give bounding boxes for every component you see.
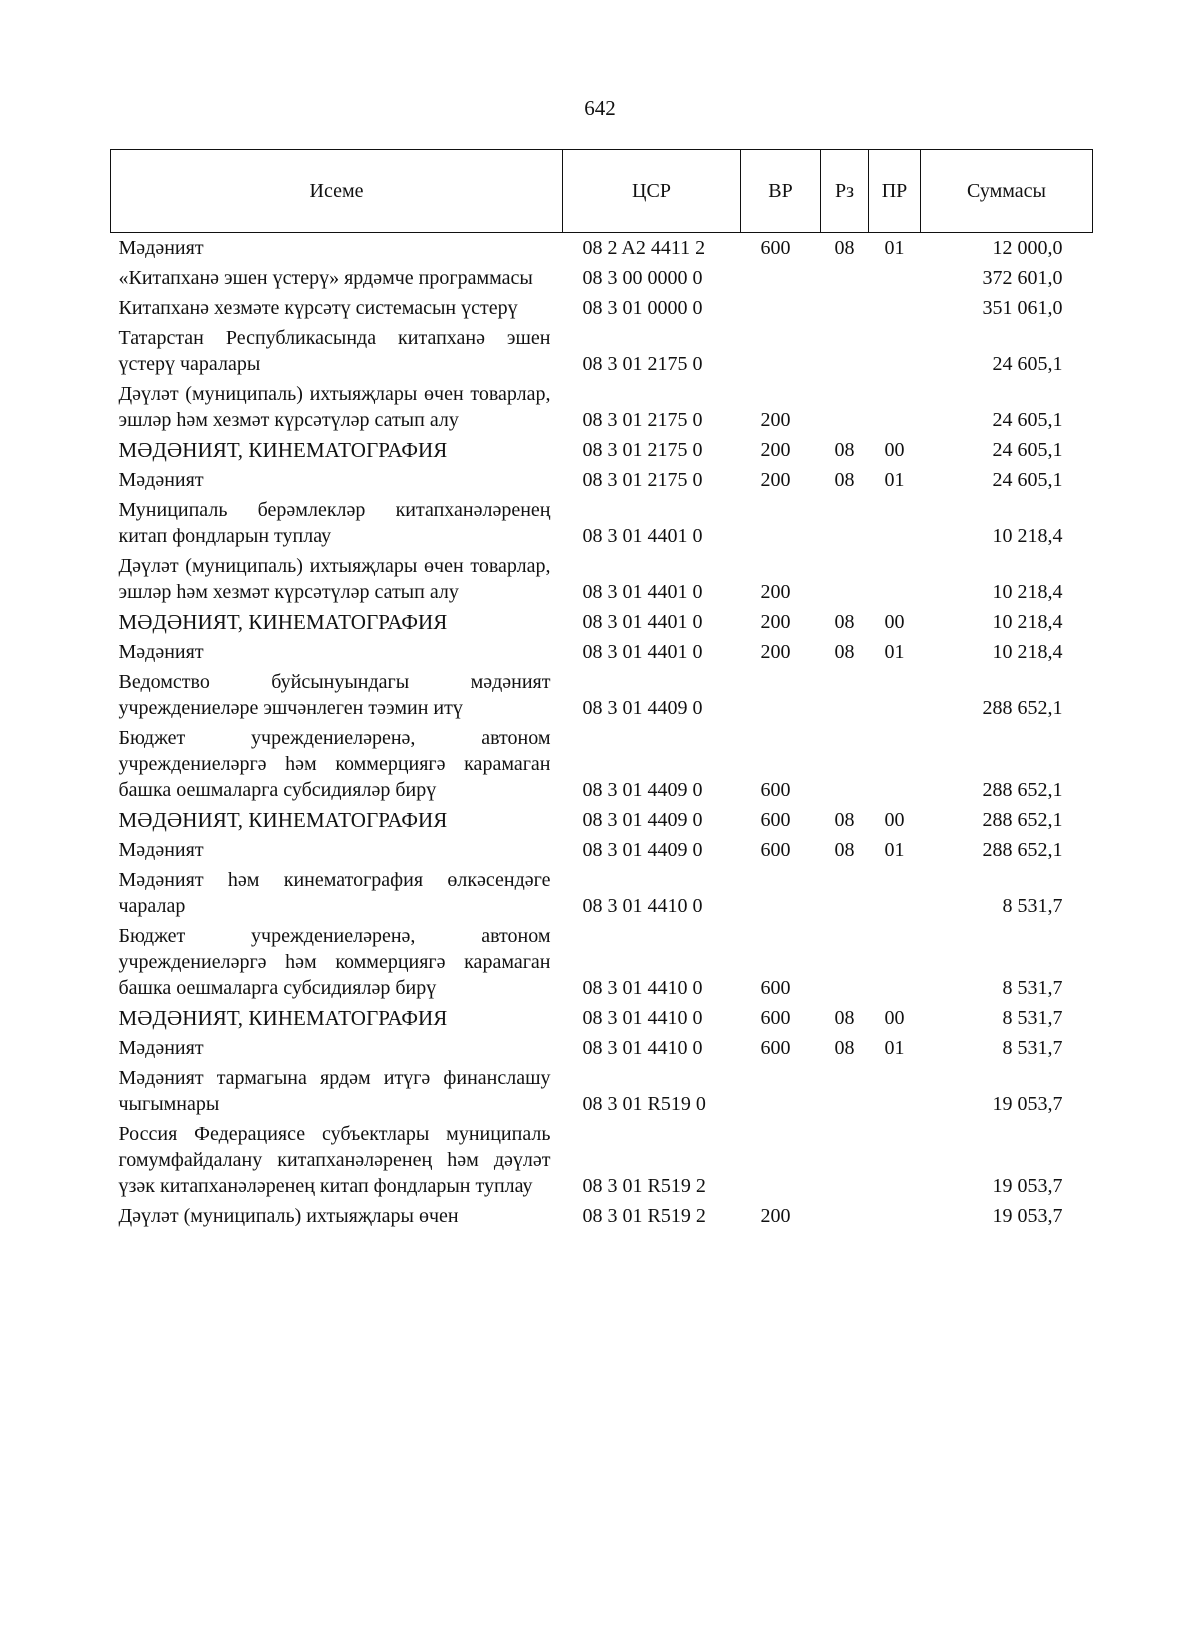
- cell-vr: 600: [760, 1007, 791, 1029]
- cell-csr: 08 3 00 0000 0: [582, 267, 703, 289]
- table-row: [111, 233, 1093, 264]
- cell-name: Мәдәният: [118, 469, 204, 491]
- cell-rz: [821, 1063, 869, 1119]
- cell-name: МӘДӘНИЯТ, КИНЕМАТОГРАФИЯ: [118, 438, 448, 462]
- cell-name: Мәдәният: [118, 839, 204, 861]
- cell-rz: [821, 293, 869, 323]
- cell-pr: 01: [884, 237, 905, 259]
- header-pr: ПР: [869, 150, 921, 233]
- cell-vr: [741, 495, 821, 551]
- cell-rz: [821, 667, 869, 723]
- cell-sum: 10 218,4: [992, 641, 1063, 663]
- cell-csr: 08 3 01 4409 0: [582, 697, 703, 719]
- table-header: [111, 150, 1093, 233]
- table-row: [111, 293, 1093, 323]
- cell-pr: [869, 667, 921, 723]
- cell-sum: 10 218,4: [992, 525, 1063, 547]
- cell-rz: [821, 379, 869, 435]
- table-row: [111, 805, 1093, 835]
- cell-rz: [821, 1201, 869, 1231]
- cell-sum: 24 605,1: [992, 439, 1063, 461]
- cell-name: МӘДӘНИЯТ, КИНЕМАТОГРАФИЯ: [118, 808, 448, 832]
- header-name: Исеме: [111, 150, 563, 233]
- cell-vr: 600: [760, 809, 791, 831]
- cell-csr: 08 3 01 R519 0: [582, 1093, 706, 1115]
- cell-rz: 08: [834, 809, 855, 831]
- cell-vr: 200: [760, 581, 791, 603]
- cell-pr: 01: [884, 641, 905, 663]
- cell-pr: [869, 263, 921, 293]
- cell-csr: 08 3 01 4401 0: [582, 581, 703, 603]
- cell-rz: 08: [834, 611, 855, 633]
- cell-pr: [869, 1063, 921, 1119]
- cell-vr: 200: [760, 409, 791, 431]
- table-body: [111, 233, 1093, 1232]
- header-vr: ВР: [741, 150, 821, 233]
- cell-sum: 351 061,0: [982, 297, 1063, 319]
- cell-sum: 24 605,1: [992, 353, 1063, 375]
- cell-csr: 08 3 01 4410 0: [582, 1037, 703, 1059]
- cell-rz: 08: [834, 237, 855, 259]
- cell-rz: [821, 1119, 869, 1201]
- cell-sum: 10 218,4: [992, 611, 1063, 633]
- cell-csr: 08 3 01 2175 0: [582, 353, 703, 375]
- cell-vr: 200: [760, 439, 791, 461]
- cell-sum: 288 652,1: [982, 779, 1063, 801]
- cell-name: Ведомство буйсынуындагы мәдәният учреждениеләре эшчәнлеген тәэмин итү: [118, 671, 551, 719]
- cell-rz: 08: [834, 1007, 855, 1029]
- cell-vr: [741, 667, 821, 723]
- cell-vr: 600: [760, 1037, 791, 1059]
- cell-name: Дәүләт (муниципаль) ихтыяҗлары өчен: [118, 1205, 459, 1227]
- cell-csr: 08 3 01 4410 0: [582, 895, 703, 917]
- cell-name: «Китапханә эшен үстерү» ярдәмче программасы: [118, 267, 533, 289]
- table-row: [111, 551, 1093, 607]
- table-row: [111, 1201, 1093, 1231]
- budget-table: [110, 149, 1093, 1231]
- cell-vr: 600: [760, 237, 791, 259]
- cell-rz: 08: [834, 641, 855, 663]
- cell-rz: [821, 263, 869, 293]
- cell-sum: 8 531,7: [1002, 977, 1063, 999]
- cell-csr: 08 3 01 2175 0: [582, 469, 703, 491]
- cell-csr: 08 3 01 4401 0: [582, 641, 703, 663]
- cell-pr: [869, 495, 921, 551]
- cell-pr: 00: [884, 439, 905, 461]
- cell-name: Мәдәният: [118, 1037, 204, 1059]
- table-row: [111, 1119, 1093, 1201]
- cell-pr: 01: [884, 469, 905, 491]
- cell-vr: [741, 865, 821, 921]
- cell-csr: 08 3 01 4409 0: [582, 839, 703, 861]
- header-rz: Рз: [821, 150, 869, 233]
- header-sum: Суммасы: [921, 150, 1093, 233]
- cell-csr: 08 3 01 2175 0: [582, 409, 703, 431]
- cell-csr: 08 3 01 0000 0: [582, 297, 703, 319]
- table-row: [111, 1033, 1093, 1063]
- cell-vr: 200: [760, 611, 791, 633]
- table-row: [111, 379, 1093, 435]
- cell-vr: [741, 293, 821, 323]
- cell-sum: 8 531,7: [1002, 1007, 1063, 1029]
- cell-name: МӘДӘНИЯТ, КИНЕМАТОГРАФИЯ: [118, 1006, 448, 1030]
- header-csr: ЦСР: [563, 150, 741, 233]
- cell-name: Татарстан Республикасында китапханә эшен үстерү чаралары: [118, 327, 551, 375]
- cell-vr: [741, 323, 821, 379]
- cell-csr: 08 3 01 2175 0: [582, 439, 703, 461]
- cell-name: Дәүләт (муниципаль) ихтыяҗлары өчен товарлар, эшләр һәм хезмәт күрсәтүләр сатып алу: [118, 555, 551, 603]
- cell-vr: 200: [760, 1205, 791, 1227]
- cell-csr: 08 3 01 4401 0: [582, 525, 703, 547]
- cell-name: Мәдәният һәм кинематография өлкәсендәге чаралар: [118, 869, 551, 917]
- cell-rz: 08: [834, 439, 855, 461]
- cell-sum: 288 652,1: [982, 839, 1063, 861]
- table-row: [111, 607, 1093, 637]
- table-row: [111, 465, 1093, 495]
- cell-pr: [869, 1119, 921, 1201]
- cell-csr: 08 3 01 4409 0: [582, 809, 703, 831]
- cell-sum: 10 218,4: [992, 581, 1063, 603]
- cell-sum: 24 605,1: [992, 409, 1063, 431]
- cell-pr: [869, 293, 921, 323]
- table-row: [111, 435, 1093, 465]
- table-row: [111, 637, 1093, 667]
- cell-vr: [741, 263, 821, 293]
- cell-vr: 200: [760, 641, 791, 663]
- cell-name: Дәүләт (муниципаль) ихтыяҗлары өчен товарлар, эшләр һәм хезмәт күрсәтүләр сатып алу: [118, 383, 551, 431]
- table-row: [111, 1003, 1093, 1033]
- cell-sum: 19 053,7: [992, 1175, 1063, 1197]
- cell-sum: 12 000,0: [992, 237, 1063, 259]
- cell-rz: [821, 921, 869, 1003]
- cell-name: Мәдәният: [118, 641, 204, 663]
- cell-pr: [869, 551, 921, 607]
- cell-vr: 600: [760, 839, 791, 861]
- cell-name: Муниципаль берәмлекләр китапханәләренең китап фондларын туплау: [118, 499, 551, 547]
- cell-pr: [869, 723, 921, 805]
- cell-csr: 08 3 01 R519 2: [582, 1205, 706, 1227]
- cell-rz: [821, 865, 869, 921]
- cell-pr: [869, 323, 921, 379]
- table-row: [111, 323, 1093, 379]
- cell-sum: 19 053,7: [992, 1205, 1063, 1227]
- cell-pr: [869, 1201, 921, 1231]
- table-row: [111, 835, 1093, 865]
- cell-pr: 00: [884, 611, 905, 633]
- cell-csr: 08 3 01 R519 2: [582, 1175, 706, 1197]
- cell-rz: [821, 723, 869, 805]
- table-row: [111, 495, 1093, 551]
- table-row: [111, 921, 1093, 1003]
- cell-name: Бюджет учреждениеләренә, автоном учреждениеләргә һәм коммерциягә карамаган башка оешмаларга субсидияләр бирү: [118, 925, 551, 999]
- cell-name: Мәдәният тармагына ярдәм итүгә финанслашу чыгымнары: [118, 1067, 551, 1115]
- cell-csr: 08 3 01 4410 0: [582, 1007, 703, 1029]
- cell-vr: [741, 1119, 821, 1201]
- table-row: [111, 263, 1093, 293]
- cell-pr: 00: [884, 809, 905, 831]
- cell-sum: 288 652,1: [982, 809, 1063, 831]
- cell-pr: [869, 921, 921, 1003]
- cell-csr: 08 3 01 4401 0: [582, 611, 703, 633]
- page-number: 642: [584, 96, 616, 120]
- cell-sum: 8 531,7: [1002, 895, 1063, 917]
- cell-rz: [821, 551, 869, 607]
- cell-name: Россия Федерациясе субъектлары муниципаль гомумфайдалану китапханәләренең һәм дәүләт үзәк китапханәләренең китап фондларын туплау: [118, 1123, 551, 1197]
- cell-sum: 8 531,7: [1002, 1037, 1063, 1059]
- cell-sum: 24 605,1: [992, 469, 1063, 491]
- cell-name: Мәдәният: [118, 237, 204, 259]
- table-row: [111, 667, 1093, 723]
- table-row: [111, 723, 1093, 805]
- cell-name: Китапханә хезмәте күрсәтү системасын үстерү: [118, 297, 518, 319]
- cell-csr: 08 3 01 4409 0: [582, 779, 703, 801]
- cell-rz: 08: [834, 839, 855, 861]
- cell-vr: 200: [760, 469, 791, 491]
- cell-rz: 08: [834, 469, 855, 491]
- cell-pr: [869, 379, 921, 435]
- cell-pr: 01: [884, 839, 905, 861]
- cell-csr: 08 2 A2 4411 2: [582, 237, 706, 259]
- cell-pr: [869, 865, 921, 921]
- cell-rz: [821, 323, 869, 379]
- cell-pr: 01: [884, 1037, 905, 1059]
- cell-vr: 600: [760, 779, 791, 801]
- cell-sum: 288 652,1: [982, 697, 1063, 719]
- cell-name: Бюджет учреждениеләренә, автоном учреждениеләргә һәм коммерциягә карамаган башка оешмаларга субсидияләр бирү: [118, 727, 551, 801]
- cell-rz: [821, 495, 869, 551]
- cell-vr: 600: [760, 977, 791, 999]
- table-row: [111, 1063, 1093, 1119]
- table-row: [111, 865, 1093, 921]
- cell-vr: [741, 1063, 821, 1119]
- cell-pr: 00: [884, 1007, 905, 1029]
- cell-csr: 08 3 01 4410 0: [582, 977, 703, 999]
- cell-sum: 372 601,0: [982, 267, 1063, 289]
- cell-rz: 08: [834, 1037, 855, 1059]
- cell-sum: 19 053,7: [992, 1093, 1063, 1115]
- cell-name: МӘДӘНИЯТ, КИНЕМАТОГРАФИЯ: [118, 610, 448, 634]
